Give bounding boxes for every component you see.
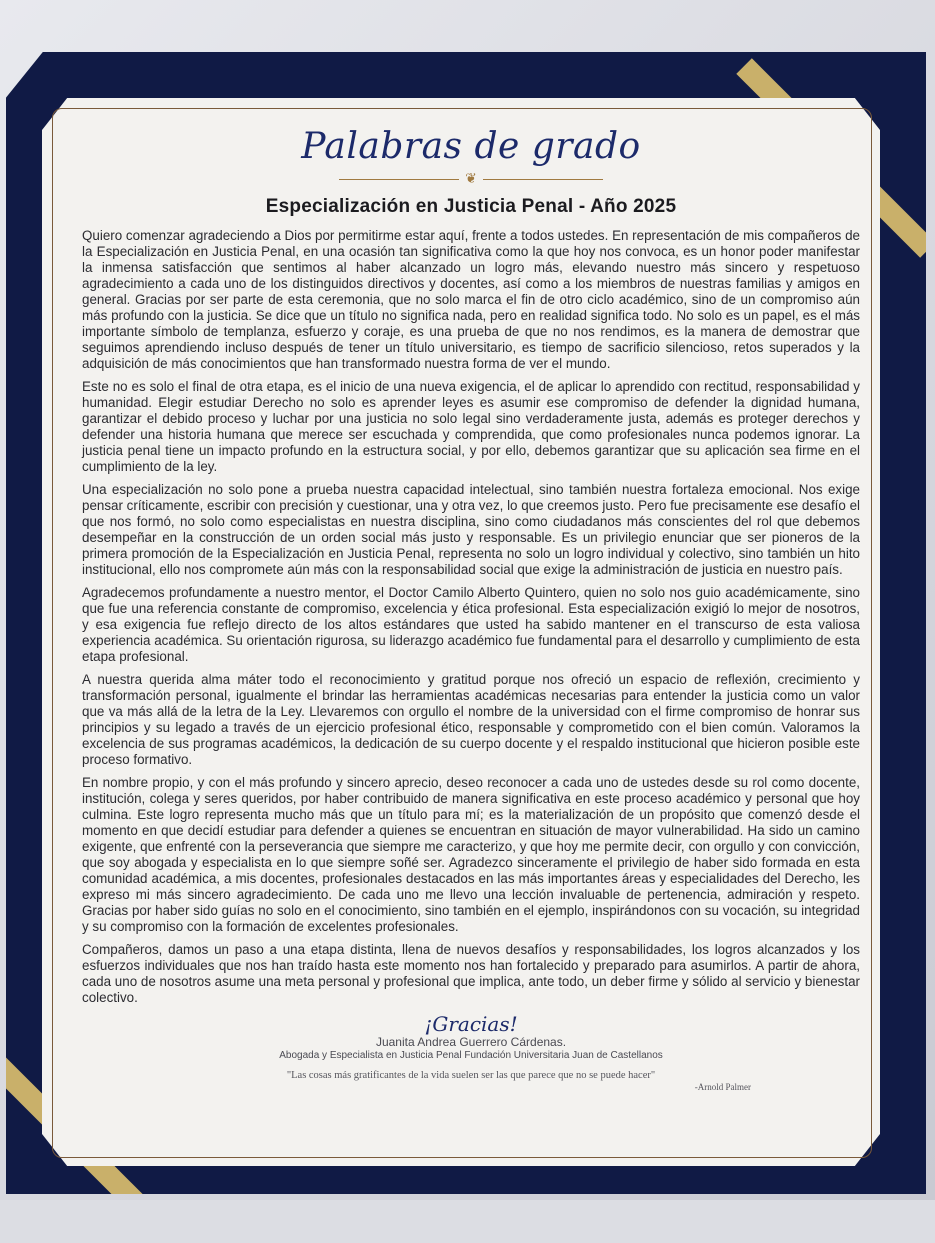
paragraph: Compañeros, damos un paso a una etapa distinta, llena de nuevos desafíos y responsabilidades, los logros alcanzados y los esfuerzos individuales que nos han traído hasta este momento nos han fortalecido y preparado para asumirlos. A partir de ahora, cada uno de nosotros asume una meta personal y profesional que implica, ante todo, un deber firme y sólido al servicio y bienestar colectivo. [82, 942, 860, 1005]
author-name: Juanita Andrea Guerrero Cárdenas. [375, 1035, 567, 1049]
paragraph: Quiero comenzar agradeciendo a Dios por permitirme estar aquí, frente a todos ustedes. En representación de mis compañeros de la Especialización en Justicia Penal, en una ocasión tan significativa como la que hoy nos convoca, es un honor poder manifestar la inmensa satisfacción que sentimos al haber alcanzado un logro más, elevando nuestro más sincero y respetuoso agradecimiento a cada uno de los distinguidos directivos y docentes, así como a los miembros de nuestras familias y amigos en general. Gracias por ser parte de esta ceremonia, que no solo marca el fin de otro ciclo académico, sino de un compromiso aún más profundo con la justicia. Se dice que un título no significa nada, pero en realidad significa todo. No solo es un papel, es el más importante símbolo de templanza, esfuerzo y coraje, es una prueba de que no nos rendimos, es la manera de demostrar que seguimos aprendiendo incluso después de tener un título universitario, es tiempo de sacrificio silencioso, retos superados y la adquisición de más conocimientos que han transformado nuestra forma de ver el mundo. [82, 228, 860, 371]
paragraph: Una especialización no solo pone a prueba nuestra capacidad intelectual, sino también nuestra fortaleza emocional. Nos exige pensar críticamente, escribir con precisión y cuestionar, una y otra vez, lo que creemos justo. Pero fue precisamente ese desafío el que nos formó, no solo como especialistas en nuestra disciplina, sino como ciudadanos más conscientes del rol que debemos desempeñar en la construcción de un orden social más justo y responsable. Es un privilegio enunciar que ser pioneros de la primera promoción de la Especialización en Justicia Penal, representa no solo un logro individual y colectivo, sino también un hito institucional, ello nos compromete aún más con la responsabilidad social que exige la administración de justicia en nuestro país. [82, 482, 860, 577]
paragraph: En nombre propio, y con el más profundo y sincero aprecio, deseo reconocer a cada uno de ustedes desde su rol como docente, institución, colega y seres queridos, por haber contribuido de manera significativa en este proceso académico y personal que hoy culmina. Este logro representa mucho más que un título para mí; es la materialización de un propósito que comenzó desde el momento en que decidí estudiar para defender a quienes se encuentran en situación de mayor vulnerabilidad. Ha sido un camino exigente, que enfrenté con la perseverancia que siempre me caracterizo, y que hoy me permite decir, con orgullo y con convicción, que soy abogada y especialista en lo que siempre soñé ser. Agradezco sinceramente el privilegio de haber sido formada en esta comunidad académica, a mis docentes, profesionales destacados en las más importantes áreas y especialidades del Derecho, les expreso mi más sincero agradecimiento. De cada uno me llevo una lección invaluable de pertenencia, admiración y respeto. Gracias por haber sido guías no solo en el conocimiento, sino también en el ejemplo, inspirándonos con su vocación, su integridad y su compromiso con la formación de excelentes profesionales. [82, 775, 860, 934]
ornament-line-right [483, 179, 603, 180]
document-title: Palabras de grado [301, 126, 641, 167]
paragraph: A nuestra querida alma máter todo el reconocimiento y gratitud porque nos ofreció un espacio de reflexión, crecimiento y transformación personal, igualmente el brindar las herramientas académicas necesarias para entender la justicia como un valor que va más allá de la letra de la Ley. Llevaremos con orgullo el nombre de la universidad con el firme compromiso de honrar sus principios y su legado a través de un ejercicio profesional ético, responsable y comprometido con el bien común. Valoramos la excelencia de sus programas académicos, la dedicación de su cuerpo docente y el respaldo institucional que hicieron posible este proceso formativo. [82, 672, 860, 767]
ornament-flourish-icon: ❦ [465, 171, 477, 187]
closing-block [82, 1013, 860, 1093]
author-role: Abogada y Especialista en Justicia Penal Fundación Universitaria Juan de Castellanos [279, 1050, 663, 1061]
paragraph: Agradecemos profundamente a nuestro mentor, el Doctor Camilo Alberto Quintero, quien no solo nos guio académicamente, sino que fue una referencia constante de compromiso, excelencia y ética profesional. Esta especialización exigió lo mejor de nosotros, y esa exigencia fue reflejo directo de los altos estándares que usted ha sabido mantener en el transcurso de esta valiosa experiencia académica. Su orientación rigurosa, su liderazgo académico fue fundamental para el desarrollo y cumplimiento de esta etapa profesional. [82, 585, 860, 664]
thanks-text: ¡Gracias! [424, 1012, 518, 1036]
document-subtitle: Especialización en Justicia Penal - Año 2025 [265, 196, 677, 217]
ornament-line-left [339, 179, 459, 180]
closing-quote: "Las cosas más gratificantes de la vida suelen ser las que parece que no se puede hacer" [286, 1070, 656, 1081]
title-ornament [82, 170, 860, 188]
quote-author: -Arnold Palmer [694, 1082, 751, 1092]
paragraph: Este no es solo el final de otra etapa, es el inicio de una nueva exigencia, el de aplicar lo aprendido con rectitud, responsabilidad y humanidad. Elegir estudiar Derecho no solo es aprender leyes es asumir ese compromiso de defender la dignidad humana, garantizar el debido proceso y luchar por una justicia no solo legal sino verdaderamente justa, además es proteger derechos y defender una historia humana que merece ser escuchada y comprendida, que como profesionales nunca podemos ignorar. La justicia penal tiene un impacto profundo en la estructura social, y por ello, debemos garantizar que su aplicación sea firme en el cumplimiento de la ley. [82, 379, 860, 474]
document-content [82, 118, 860, 1093]
